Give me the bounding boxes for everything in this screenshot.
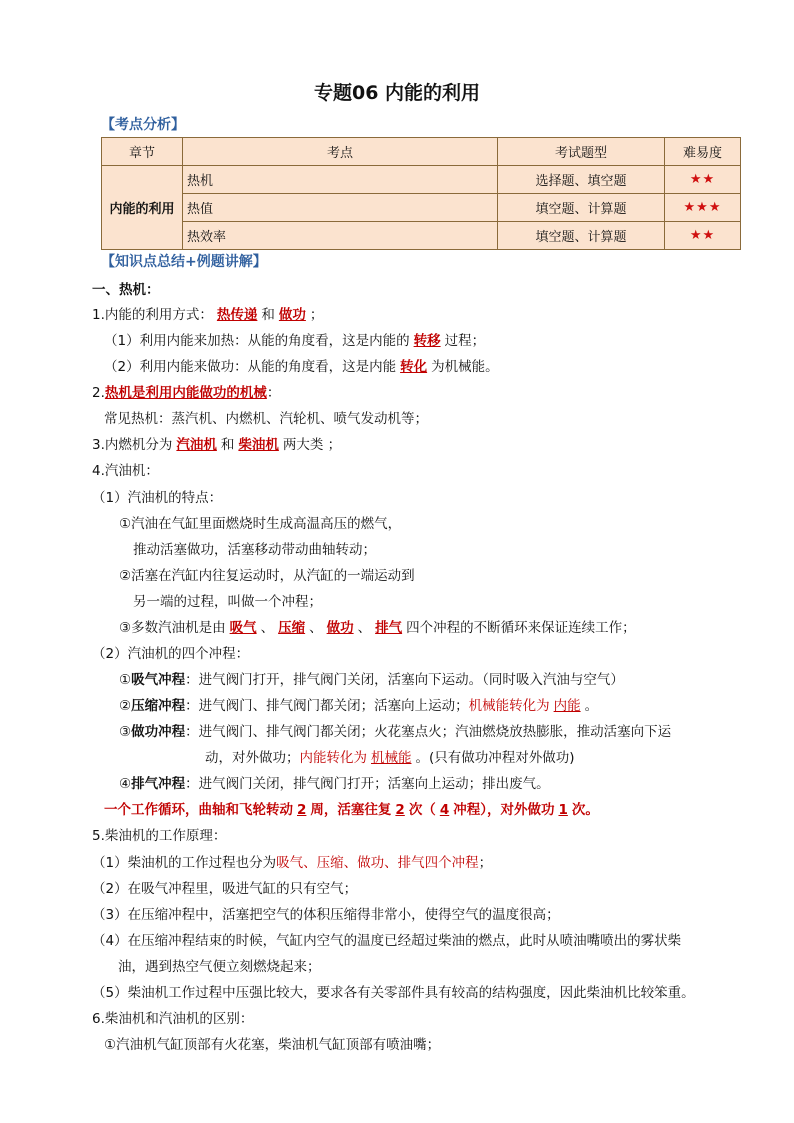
work-cycle-summary: [104, 798, 599, 818]
text: ：进气阀门、排气阀门都关闭；火花塞点火；汽油燃烧放热膨胀，推动活塞向下运: [185, 724, 672, 740]
text: 3.内燃机分为: [92, 437, 173, 453]
header-chapter: 章节: [102, 138, 183, 166]
paragraph-4-2: （2）汽油机的四个冲程：: [92, 646, 250, 662]
energy-conversion: 机械能转化为: [468, 698, 550, 714]
paragraph-5-3: （3）在压缩冲程中，活塞把空气的体积压缩得非常小，使得空气的温度很高；: [92, 907, 560, 923]
type-cell: 填空题、计算题: [498, 222, 665, 250]
text: 2.: [92, 385, 105, 401]
difficulty-stars: ★★: [665, 222, 741, 250]
text: 。(只有做功冲程对外做功): [415, 750, 575, 766]
text: ；: [309, 307, 324, 323]
separator: 、: [357, 620, 372, 636]
text: 为机械能。: [431, 359, 499, 375]
point-cell: 热效率: [183, 222, 498, 250]
table-row: [102, 194, 741, 222]
text: ：进气阀门打开，排气阀门关闭，活塞向下运动。（同时吸入汽油与空气）: [185, 672, 624, 688]
header-type: 考试题型: [498, 138, 665, 166]
text: ：进气阀门、排气阀门都关闭；活塞向上运动；: [185, 698, 469, 714]
four-strokes: 吸气、压缩、做功、排气四个冲程: [276, 855, 479, 871]
paragraph-5-4: （4）在压缩冲程结束的时候，气缸内空气的温度已经超过柴油的燃点，此时从喷油嘴喷出的雾状柴: [92, 933, 682, 949]
answer-blank: 4: [439, 802, 450, 818]
paragraph-5: 5.柴油机的工作原理：: [92, 828, 227, 844]
paragraph-2-1: 常见热机：蒸汽机、内燃机、汽轮机、喷气发动机等；: [104, 411, 428, 427]
key-definition: 热机是利用内能做功的机械: [104, 385, 267, 401]
paragraph-4-1b: ②活塞在汽缸内往复运动时，从汽缸的一端运动到: [119, 568, 415, 584]
answer-blank: 汽油机: [176, 437, 217, 453]
type-cell: 填空题、计算题: [498, 194, 665, 222]
difficulty-stars: ★★★: [665, 194, 741, 222]
paragraph-5-4-cont: 油，遇到热空气便立刻燃烧起来；: [118, 959, 321, 975]
text: 周，活塞往复: [310, 802, 392, 818]
energy-conversion: 内能转化为: [299, 750, 367, 766]
stroke-intake: [119, 668, 624, 688]
text: ③: [119, 724, 132, 740]
text: 。: [584, 698, 599, 714]
paragraph-4-1b-cont: 另一端的过程，叫做一个冲程；: [133, 594, 322, 610]
heading-heat-engine: 一、热机：: [92, 282, 160, 298]
paragraph-1-2: [104, 355, 499, 375]
text: 动，对外做功；: [205, 750, 300, 766]
answer-blank: 压缩: [278, 620, 306, 636]
text: ②: [119, 698, 132, 714]
answer-blank: 柴油机: [238, 437, 279, 453]
answer-blank: 1: [558, 802, 568, 818]
answer-blank: 做功: [278, 307, 306, 323]
stroke-power: [119, 720, 671, 740]
header-difficulty: 难易度: [665, 138, 741, 166]
text: ①: [119, 672, 132, 688]
stroke-exhaust: [119, 772, 550, 792]
paragraph-5-1: [92, 851, 492, 871]
answer-blank: 机械能: [371, 750, 412, 766]
stroke-compression: [119, 694, 598, 714]
paragraph-5-2: （2）在吸气冲程里，吸进气缸的只有空气；: [92, 881, 358, 897]
stroke-name: 压缩冲程: [131, 698, 186, 714]
paragraph-5-5: （5）柴油机工作过程中压强比较大，要求各有关零部件具有较高的结构强度，因此柴油机比较笨重。: [92, 985, 695, 1001]
section-exam-analysis: 【考点分析】: [101, 117, 185, 133]
answer-blank: 2: [297, 802, 307, 818]
chapter-cell: 内能的利用: [102, 166, 183, 250]
stroke-name: 排气冲程: [131, 776, 186, 792]
paragraph-4-1c: [119, 616, 636, 636]
text: 冲程），对外做功: [453, 802, 555, 818]
answer-blank: 做功: [326, 620, 354, 636]
text: 次（: [408, 802, 436, 818]
paragraph-4-1: （1）汽油机的特点：: [92, 490, 223, 506]
text: 和: [220, 437, 235, 453]
stroke-name: 吸气冲程: [131, 672, 186, 688]
text: 一个工作循环，曲轴和飞轮转动: [104, 802, 293, 818]
point-cell: 热值: [183, 194, 498, 222]
answer-blank: 内能: [553, 698, 581, 714]
paragraph-6-1: ①汽油机气缸顶部有火花塞，柴油机气缸顶部有喷油嘴；: [104, 1037, 441, 1053]
paragraph-3: [92, 433, 341, 453]
text: 过程；: [444, 333, 486, 349]
paragraph-6: 6.柴油机和汽油机的区别：: [92, 1011, 254, 1027]
text: 次。: [571, 802, 599, 818]
difficulty-stars: ★★: [665, 166, 741, 194]
answer-blank: 转移: [413, 333, 441, 349]
paragraph-2: [92, 381, 280, 401]
paragraph-1-1: [104, 329, 485, 349]
separator: 、: [260, 620, 275, 636]
section-knowledge-summary: 【知识点总结+例题讲解】: [101, 254, 267, 270]
text: 两大类 ；: [282, 437, 342, 453]
point-cell: 热机: [183, 166, 498, 194]
paragraph-4-1a: ①汽油在气缸里面燃烧时生成高温高压的燃气，: [119, 516, 402, 532]
text: ；: [478, 855, 493, 871]
text: 和: [261, 307, 275, 323]
table-header-row: [102, 138, 741, 166]
page-title: 专题06 内能的利用: [313, 82, 481, 104]
text: 1.内能的利用方式：: [92, 307, 213, 323]
text: （2）利用内能来做功：从能的角度看，这是内能: [104, 359, 397, 375]
stroke-name: 做功冲程: [131, 724, 186, 740]
header-point: 考点: [183, 138, 498, 166]
text: （1）利用内能来加热：从能的角度看，这是内能的: [104, 333, 410, 349]
paragraph-1: [92, 303, 323, 323]
paragraph-4-1a-cont: 推动活塞做功，活塞移动带动曲轴转动；: [133, 542, 376, 558]
stroke-power-cont: [205, 746, 575, 766]
answer-blank: 吸气: [229, 620, 257, 636]
separator: 、: [309, 620, 323, 636]
table-row: [102, 222, 741, 250]
answer-blank: 2: [395, 802, 405, 818]
text: ：: [266, 385, 281, 401]
answer-blank: 转化: [400, 359, 428, 375]
paragraph-4: 4.汽油机：: [92, 463, 159, 479]
text: ④: [119, 776, 132, 792]
text: ：进气阀门关闭，排气阀门打开；活塞向上运动；排出废气。: [185, 776, 550, 792]
answer-blank: 排气: [375, 620, 403, 636]
answer-blank: 热传递: [216, 307, 258, 323]
text: ③多数汽油机是由: [119, 620, 226, 636]
text: 四个冲程的不断循环来保证连续工作；: [406, 620, 636, 636]
exam-points-table: [101, 137, 741, 250]
table-row: [102, 166, 741, 194]
type-cell: 选择题、填空题: [498, 166, 665, 194]
text: （1）柴油机的工作过程也分为: [92, 855, 277, 871]
